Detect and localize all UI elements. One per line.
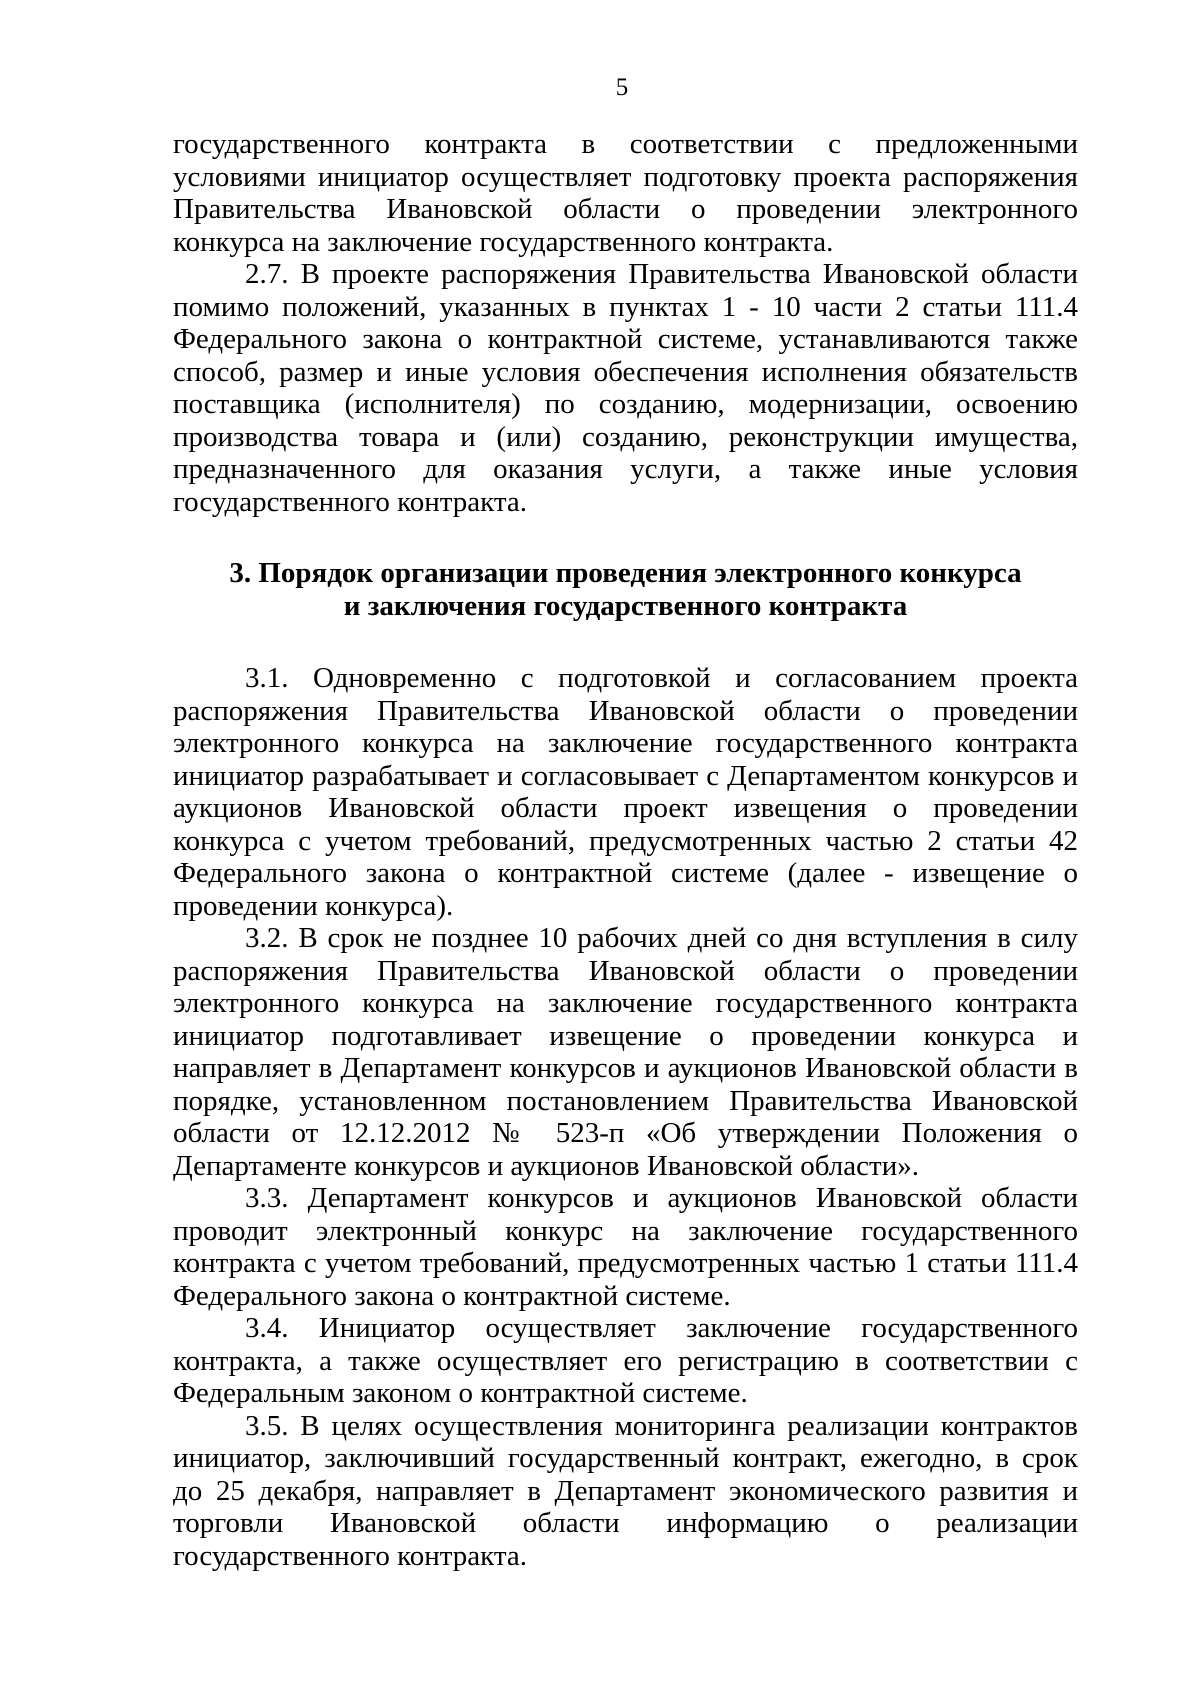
section-3-heading-line-1: 3. Порядок организации проведения электронного конкурса: [229, 557, 1022, 589]
paragraph-continuation: государственного контракта в соответствии с предложенными условиями инициатор осуществляет подготовку проекта распоряжения Правительства Ивановской области о проведении электронного конкурса на заключение государственного контракта.: [173, 128, 1078, 258]
paragraph-3-1: 3.1. Одновременно с подготовкой и согласованием проекта распоряжения Правительства Ивановской области о проведении электронного конкурса на заключение государственного контракта инициатор разрабатывает и согласовывает с Департаментом конкурсов и аукционов Ивановской области проект извещения о проведении конкурса с учетом требований, предусмотренных частью 2 статьи 42 Федерального закона о контрактной системе (далее - извещение о проведении конкурса).: [173, 662, 1078, 922]
page-number: 5: [615, 74, 629, 101]
paragraph-3-4: 3.4. Инициатор осуществляет заключение государственного контракта, а также осуществляет его регистрацию в соответствии с Федеральным законом о контрактной системе.: [173, 1312, 1078, 1409]
section-3-heading: [173, 557, 1078, 622]
document-body: [173, 128, 1078, 1572]
section-3-heading-line-2: и заключения государственного контракта: [343, 589, 908, 622]
paragraph-3-3: 3.3. Департамент конкурсов и аукционов Ивановской области проводит электронный конкурс на заключение государственного контракта с учетом требований, предусмотренных частью 1 статьи 111.4 Федерального закона о контрактной системе.: [173, 1182, 1078, 1312]
paragraph-2-7: 2.7. В проекте распоряжения Правительства Ивановской области помимо положений, указанных в пунктах 1 - 10 части 2 статьи 111.4 Федерального закона о контрактной системе, устанавливаются также способ, размер и иные условия обеспечения исполнения обязательств поставщика (исполнителя) по созданию, модернизации, освоению производства товара и (или) созданию, реконструкции имущества, предназначенного для оказания услуги, а также иные условия государственного контракта.: [173, 258, 1078, 518]
paragraph-3-2: 3.2. В срок не позднее 10 рабочих дней со дня вступления в силу распоряжения Правительства Ивановской области о проведении электронного конкурса на заключение государственного контракта инициатор подготавливает извещение о проведении конкурса и направляет в Департамент конкурсов и аукционов Ивановской области в порядке, установленном постановлением Правительства Ивановской области от 12.12.2012 № 523-п «Об утверждении Положения о Департаменте конкурсов и аукционов Ивановской области».: [173, 922, 1078, 1182]
paragraph-3-5: 3.5. В целях осуществления мониторинга реализации контрактов инициатор, заключивший государственный контракт, ежегодно, в срок до 25 декабря, направляет в Департамент экономического развития и торговли Ивановской области информацию о реализации государственного контракта.: [173, 1409, 1078, 1572]
